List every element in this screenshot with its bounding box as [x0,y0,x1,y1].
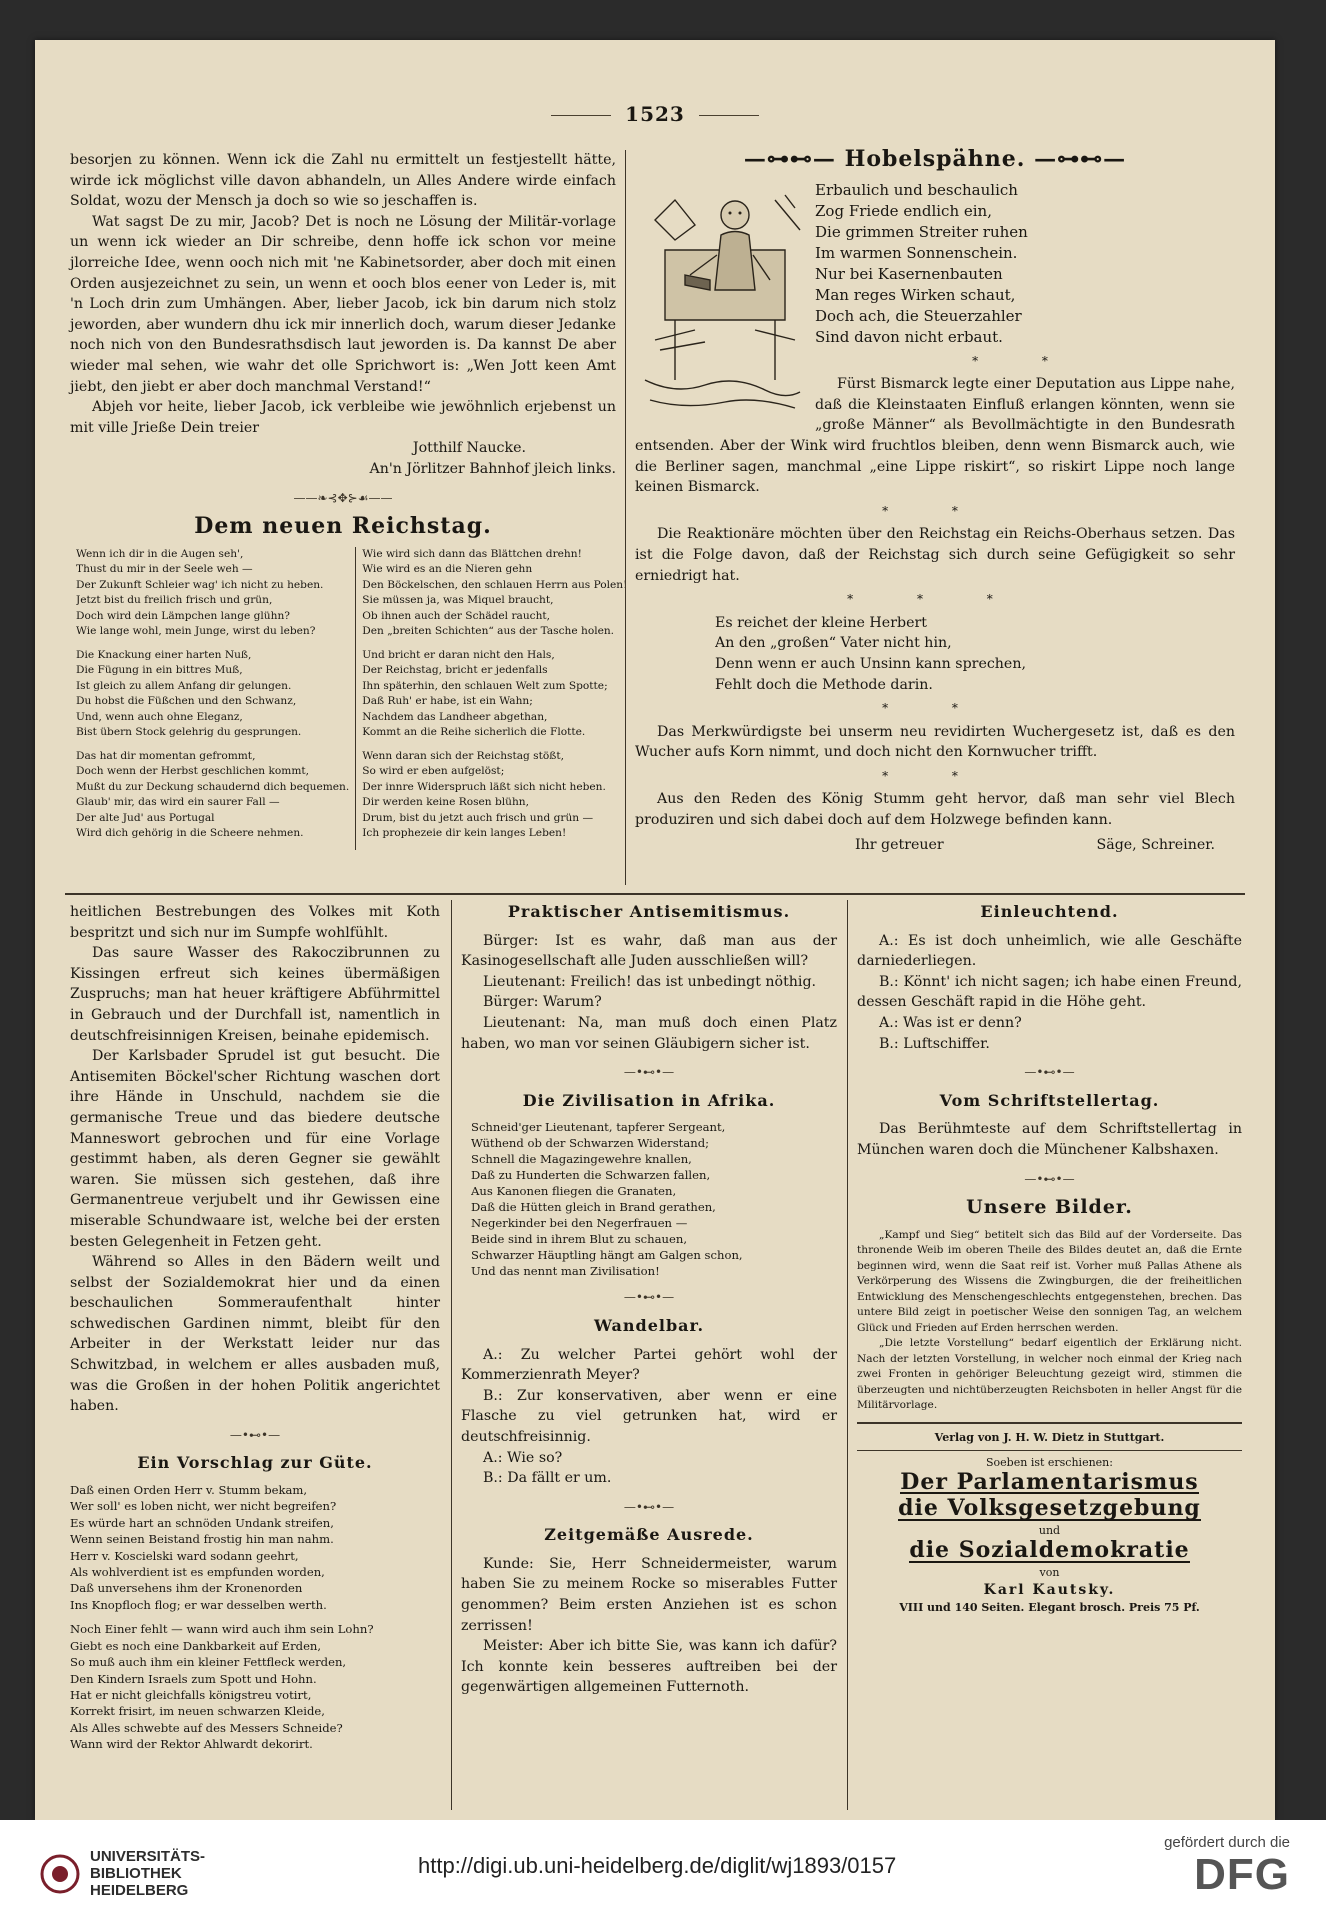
poem-line: Drum, bist du jetzt auch frisch und grün — [362,811,594,824]
poem-line: Die grimmen Streiter ruhen [815,222,1028,241]
poem-line: Wenn daran sich der Reichstag stößt, [362,749,564,762]
letter-paragraph: Abjeh vor heite, lieber Jacob, ick verbleibe wie jewöhnlich erjebenst un mit ville Jrieße Dein treier [70,399,616,436]
baeder-paragraph: Das saure Wasser des Rakoczibrunnen zu Kissingen erfreut sich keines übermäßigen Zuspruchs; man hat heuer kräftigere Abführmittel in Gebrauch und der Durchfall ist, namentlich in deutschfreisinnigen Kreisen, beinahe epidemisch. [70,945,440,1044]
dialogue-line: Bürger: Warum? [483,994,602,1011]
dialogue-line: Bürger: Ist es wahr, daß man aus der Kasinogesellschaft alle Juden ausschließen will? [461,932,837,970]
poem-line: Der Reichstag, bricht er jedenfalls [362,664,548,677]
poem-line: Ins Knopfloch flog; er war desselben werth. [70,1597,327,1612]
poem-line: Daß Ruh' er habe, ist ein Wahn; [362,695,533,708]
poem-line: Sind davon nicht erbaut. [815,327,1003,346]
baeder-paragraph: heitlichen Bestrebungen des Volkes mit Koth bespritzt und sich nur im Sumpfe wohlfühlt. [70,904,440,941]
poem-line: Doch ach, die Steuerzahler [815,306,1022,325]
poem-line: Wird dich gehörig in die Scheere nehmen. [76,827,304,840]
poem-line: Giebt es noch eine Dankbarkeit auf Erden, [70,1638,322,1653]
civ-title: Die Zivilisation in Afrika. [522,1090,776,1110]
poem-line: Die Fügung in ein bittres Muß, [76,664,243,677]
letter-paragraph: Wat sagst De zu mir, Jacob? Det is noch ne Lösung der Militär-vorlage un wenn ick wieder an Dir schreibe, denn hoffe ick schon vor meine jlorreiche Idee, wenn ooch nich mit 'ne Kabinetsorder, aber doch mit einen Orden ausjezeichnet zu sein, un wenn et ooch blos eener von Leder is, mit 'n Loch drin zum Umhängen. Aber, lieber Jacob, ick bin darum nich stolz jeworden, aber wundern dhu ick mir innerlich doch, warum dieser Jedanke noch nich von den Bundesrathsdisch laut jeworden is. Da kannst De aber wieder mal sehen, wie wahr det olle Sprichwort is: „Wen Jott keen Amt jiebt, den jiebt er aber doch manchmal Verstand!“ [70,213,616,395]
poem-line: Und, wenn auch ohne Eleganz, [76,710,243,723]
reichstag-poem-right [355,547,633,850]
section-divider [65,893,1245,895]
baeder-column [70,902,440,1761]
stanza [362,648,627,741]
poem-line: Wie wird sich dann das Blättchen drehn! [362,547,582,560]
ad-title-2: die Volksgesetzgebung [898,1495,1201,1522]
poem-line: Schwarzer Häuptling hängt am Galgen schon, [471,1248,743,1263]
poem-line: Den Kindern Israels zum Spott und Hohn. [70,1671,317,1686]
logo-line: BIBLIOTHEK [90,1865,182,1882]
poem-line: Nachdem das Landheer abgethan, [362,710,548,723]
poem-line: Erbaulich und beschaulich [815,180,1018,199]
poem-line: Jetzt bist du freilich frisch und grün, [76,594,273,607]
poem-line: Als Alles schwebte auf des Messers Schneide? [70,1720,343,1735]
poem-line: Man reges Wirken schaut, [815,285,1016,304]
letter-signature: Jotthilf Naucke. [412,440,526,457]
poem-line: Ob ihnen auch der Schädel raucht, [362,609,551,622]
poem-line: Als wohlverdient ist es empfunden worden, [70,1565,325,1580]
poem-line: Herr v. Koscielski ward sodann geehrt, [70,1548,299,1563]
separator-stars: * * [882,768,988,783]
vorschlag-title: Ein Vorschlag zur Güte. [137,1453,373,1473]
separator-stars: * * [972,353,1078,368]
poem-line: Thust du mir in der Seele weh — [76,563,253,576]
dialogue-line: Kunde: Sie, Herr Schneidermeister, warum haben Sie zu meinem Rocke so miserables Futter genommen? Beim ersten Anziehen ist es schon zerrissen! [461,1555,837,1634]
poem-line: Das hat dir momentan gefrommt, [76,749,256,762]
separator-stars: * * [882,701,988,716]
ad-title-1: Der Parlamentarismus [900,1468,1199,1495]
bilder-paragraph: „Kampf und Sieg“ betitelt sich das Bild auf der Vorderseite. Das thronende Weib im oberen Theile des Bildes deutet an, daß die Ernte beginnen wird, wenn die Saat reif ist. Vorher muß Pallas Athene als Verkörperung des Wissens die Zwingburgen, die der freiheitlichen Entwicklung des Menschengeschlechts entgegenstehen, brechen. Das untere Bild zeigt in poetischer Weise den sonnigen Tag, an welchem Glück und Frieden auf Erden herrschen werden. [857,1228,1242,1334]
ornament-divider: —•⊷•— [623,1065,675,1080]
signature-name: Säge, Schreiner. [1096,836,1215,853]
poem-line: Es reichet der kleine Herbert [715,614,927,631]
poem-line: Der alte Jud' aus Portugal [76,811,215,824]
dialogue-line: Meister: Aber ich bitte Sie, was kann ich dafür? Ich konnte kein besseres auftreiben bei der gegenwärtigen allgemeinen Futternoth. [461,1638,837,1696]
vom-title: Vom Schriftstellertag. [939,1090,1160,1110]
carpenter-illustration [635,180,805,415]
poem-line: Wann wird der Rektor Ahlwardt dekorirt. [70,1737,313,1752]
poem-line: Und das nennt man Zivilisation! [471,1264,660,1279]
poem-line: Schnell die Magazingewehre knallen, [471,1152,692,1167]
poem-line: Mußt du zur Deckung schaudernd dich bequemen. [76,780,350,793]
zeit-title: Zeitgemäße Ausrede. [544,1525,754,1545]
column-divider [625,150,626,885]
ornament-divider: —•⊷•— [229,1427,281,1442]
column-divider [451,900,452,1810]
stanza [76,648,349,741]
poem-line: Bist übern Stock gelehrig du gesprungen. [76,726,302,739]
logo-line: UNIVERSITÄTS- [90,1848,206,1865]
ornament-divider: —•⊷•— [1024,1065,1075,1080]
poem-line: Nur bei Kasernenbauten [815,264,1003,283]
dialogue-line: B.: Luftschiffer. [879,1035,990,1052]
library-footer [0,1820,1326,1914]
poem-line: Daß zu Hunderten die Schwarzen fallen, [471,1168,711,1183]
dialogue-line: B.: Zur konservativen, aber wenn er eine Flasche zu viel getrunken hat, wird er deutschfreisinnig. [461,1387,837,1445]
poem-line: Beide sind in ihrem Blut zu schauen, [471,1232,688,1247]
poem-line: Ich prophezeie dir kein langes Leben! [362,827,567,840]
dialogue-line: A.: Wie so? [483,1449,563,1466]
stanza [362,547,627,640]
misc-column [857,902,1242,1615]
wandel-title: Wandelbar. [593,1315,705,1335]
separator-stars: * * * [847,592,1023,607]
dialogue-line: B.: Könnt' ich nicht sagen; ich habe einen Freund, dessen Geschäft rapid in die Höhe geht. [857,973,1242,1011]
ad-info: VIII und 140 Seiten. Elegant brosch. Preis 75 Pf. [899,1601,1200,1615]
ad-rule [857,1422,1242,1424]
ein-title: Einleuchtend. [980,902,1119,921]
ornament-divider: —•⊷•— [623,1290,675,1305]
anti-title: Praktischer Antisemitismus. [507,902,791,921]
poem-line: Es würde hart an schnöden Undank streifen, [70,1515,334,1530]
bilder-paragraph: „Die letzte Vorstellung“ bedarf eigentlich der Erklärung nicht. Nach der letzten Vorstellung, in welcher noch einmal der Krieg nach zwei Fronten in gehöriger Beleuchtung gezeigt wird, stimmen die überzeugten und nichtüberzeugten Reichsboten in heller Angst für die Militärvorlage. [857,1337,1242,1412]
funded-label: gefördert durch die [1164,1834,1290,1851]
poem-line: Denn wenn er auch Unsinn kann sprechen, [715,655,1026,672]
hobel-title: —⊶⊷— Hobelspähne. —⊶⊷— [743,146,1127,172]
baeder-paragraph: Während so Alles in den Bädern weilt und selbst der Sozialdemokrat hier und da einen beschaulichen Sommeraufenthalt hinter schwedischen Gardinen nimmt, bleibt für den Arbeiter in der Werkstatt leider nur das Schwitzbad, in welchem er alles ausbaden muß, was die Großen in der hohen Politik angerichtet haben. [70,1254,440,1415]
column-divider [847,900,848,1810]
poem-line: Aus Kanonen fliegen die Granaten, [471,1184,677,1199]
letter-column [70,150,628,850]
civ-poem [461,1119,837,1279]
stanza [70,1482,440,1613]
poem-line: So wird er eben aufgelöst; [362,765,505,778]
vom-paragraph: Das Berühmteste auf dem Schriftstellertag in München waren doch die Münchener Kalbshaxen. [857,1121,1242,1158]
reichstag-title: Dem neuen Reichstag. [194,513,492,540]
ad-author: Karl Kautsky. [983,1581,1116,1598]
poem-line: Im warmen Sonnenschein. [815,243,1018,262]
poem-line: Ist gleich zu allem Anfang dir gelungen. [76,679,292,692]
letter-paragraph: besorjen zu können. Wenn ick die Zahl nu ermittelt un festjestellt hätte, wirde ick möglichst ville davon abhandeln, un Alles Andere wirde einfach Soldat, wozu der Mensch ja doch so wie so jeschaffen is. [70,152,616,210]
poem-line: Und bricht er daran nicht den Hals, [362,648,555,661]
library-seal-icon [40,1854,80,1894]
ad-von: von [1039,1565,1060,1579]
poem-line: Korrekt frisirt, im neuen schwarzen Kleide, [70,1704,325,1719]
ad-und: und [1038,1523,1061,1537]
dialogue-line: A.: Es ist doch unheimlich, wie alle Geschäfte darniederliegen. [857,932,1242,970]
newspaper-page [35,40,1275,1820]
poem-line: So muß auch ihm ein kleiner Fettfleck werden, [70,1655,347,1670]
ornament-divider: —•⊷•— [623,1499,675,1514]
permalink-url[interactable]: http://digi.ub.uni-heidelberg.de/diglit/wj1893/0157 [418,1853,897,1878]
stanza [362,749,627,842]
baeder-paragraph: Der Karlsbader Sprudel ist gut besucht. Die Antisemiten Böckel'scher Richtung waschen dort ihre Hände in Unschuld, nachdem sie die germanische Treue und das biedere deutsche Manneswort gebrochen und für eine Vorlage gestimmt haben, als deren Gegner sie gewählt waren. Sie müssen sich gestehen, daß ihre Germanentreue verjubelt und ihr Gewissen eine miserable Schundwaare ist, welche bei der ersten besten Gelegenheit in Fetzen geht. [70,1048,440,1250]
poem-line: Daß unversehens ihm der Kronenorden [70,1581,303,1596]
ornament-divider: —•⊷•— [1024,1171,1075,1186]
poem-line: Die Knackung einer harten Nuß, [76,648,252,661]
poem-line: Doch wird dein Lämpchen lange glühn? [76,609,290,622]
poem-line: Sie müssen ja, was Miquel braucht, [362,594,554,607]
hobel-paragraph: Fürst Bismarck legte einer Deputation aus Lippe nahe, daß die Kleinstaaten Einfluß erlangen könnten, wenn sie „große Männer“ als Bevollmächtigte in den Bundesrath entsenden. Aber der Wink wird fruchtlos bleiben, denn wenn Bismarck auch, wie die Berliner sagen, manchmal „eine Lippe riskirt“, so riskirt Lippe noch lange keinen Bismarck. [635,376,1235,496]
hobel-paragraph: Die Reaktionäre möchten über den Reichstag ein Reichs-Oberhaus setzen. Das ist die Folge davon, daß der Reichstag sich durch seine Gefügigkeit so sehr erniedrigt hat. [635,526,1235,584]
ad-announcement: Soeben ist erschienen: [857,1450,1242,1470]
dfg-funding [1164,1834,1290,1899]
stanza [70,1621,440,1752]
poem-line: Schneid'ger Lieutenant, tapferer Sergeant, [471,1120,726,1135]
dialogue-line: B.: Da fällt er um. [483,1470,612,1487]
poem-line: Wer soll' es loben nicht, wer nicht begreifen? [70,1499,337,1514]
hobel-paragraph: Aus den Reden des König Stumm geht hervor, daß man sehr viel Blech produziren und sich dabei doch auf dem Holzwege befinden kann. [635,791,1235,829]
separator-stars: * * [882,503,988,518]
stanza [76,547,349,640]
poem-line: Daß einen Orden Herr v. Stumm bekam, [70,1483,308,1498]
poem-line: Der innre Widerspruch läßt sich nicht heben. [362,780,606,793]
dfg-logo: DFG [1194,1850,1290,1899]
poem-line: Wie wird es an die Nieren gehn [362,563,533,576]
poem-line: Hat er nicht gleichfalls königstreu votirt, [70,1687,312,1702]
poem-line: Den Böckelschen, den schlauen Herrn aus Polen! [362,578,628,591]
poem-line: Den „breiten Schichten“ aus der Tasche holen. [362,625,615,638]
poem-line: Dir werden keine Rosen blühn, [362,796,529,809]
hobel-paragraph: Das Merkwürdigste bei unserm neu revidirten Wuchergesetz ist, daß es den Wucher aufs Korn nimmt, und doch nicht den Kornwucher trifft. [635,723,1235,761]
satire-column [461,902,837,1698]
hobel-signature [635,831,1235,856]
poem-line: Du hobst die Füßchen und den Schwanz, [76,695,297,708]
hobel-poem-2 [635,613,1235,695]
poem-line: An den „großen“ Vater nicht hin, [715,635,952,652]
poem-line: Kommt an die Reihe sicherlich die Flotte. [362,726,586,739]
dialogue-line: A.: Was ist er denn? [879,1014,1022,1031]
poem-line: Ihn späterhin, den schlauen Welt zum Spotte; [362,679,608,692]
letter-address: An'n Jörlitzer Bahnhof jleich links. [369,460,616,477]
poem-line: Doch wenn der Herbst geschlichen kommt, [76,765,309,778]
reichstag-poem-left [70,547,355,850]
poem-line: Fehlt doch die Methode darin. [715,676,933,693]
page-number: 1523 [35,102,1275,126]
ad-publisher: Verlag von J. H. W. Dietz in Stuttgart. [934,1430,1165,1444]
poem-line: Wie lange wohl, mein Junge, wirst du leben? [76,625,316,638]
poem-line: Wenn ich dir in die Augen seh', [76,547,244,560]
poem-line: Glaub' mir, das wird ein saurer Fall — [76,796,280,809]
dialogue-line: Lieutenant: Na, man muß doch einen Platz haben, wo man vor seinen Gläubigern sicher ist. [461,1014,837,1052]
logo-line: HEIDELBERG [90,1882,189,1899]
poem-line: Der Zukunft Schleier wag' ich nicht zu heben. [76,578,324,591]
poem-line: Daß die Hütten gleich in Brand gerathen, [471,1200,716,1215]
signature-greeting: Ihr getreuer [855,836,944,853]
dialogue-line: A.: Zu welcher Partei gehört wohl der Kommerzienrath Meyer? [461,1346,837,1384]
poem-line: Wüthend ob der Schwarzen Widerstand; [471,1136,710,1151]
poem-line: Zog Friede endlich ein, [815,201,992,220]
dialogue-line: Lieutenant: Freilich! das ist unbedingt nöthig. [483,973,817,990]
book-advertisement [857,1430,1242,1615]
poem-line: Wenn seinen Beistand frostig hin man nahm. [70,1532,334,1547]
poem-line: Negerkinder bei den Negerfrauen — [471,1216,688,1231]
hobel-column [635,145,1235,855]
stanza [76,749,349,842]
ornament-divider: ——❧⊰✥⊱☙—— [293,490,393,505]
vorschlag-poem [70,1482,440,1753]
university-library-logo [40,1848,205,1899]
bilder-title: Unsere Bilder. [966,1196,1133,1219]
poem-line: Noch Einer fehlt — wann wird auch ihm sein Lohn? [70,1622,374,1637]
ad-title-3: die Sozialdemokratie [909,1536,1190,1563]
reichstag-poem [70,547,628,850]
